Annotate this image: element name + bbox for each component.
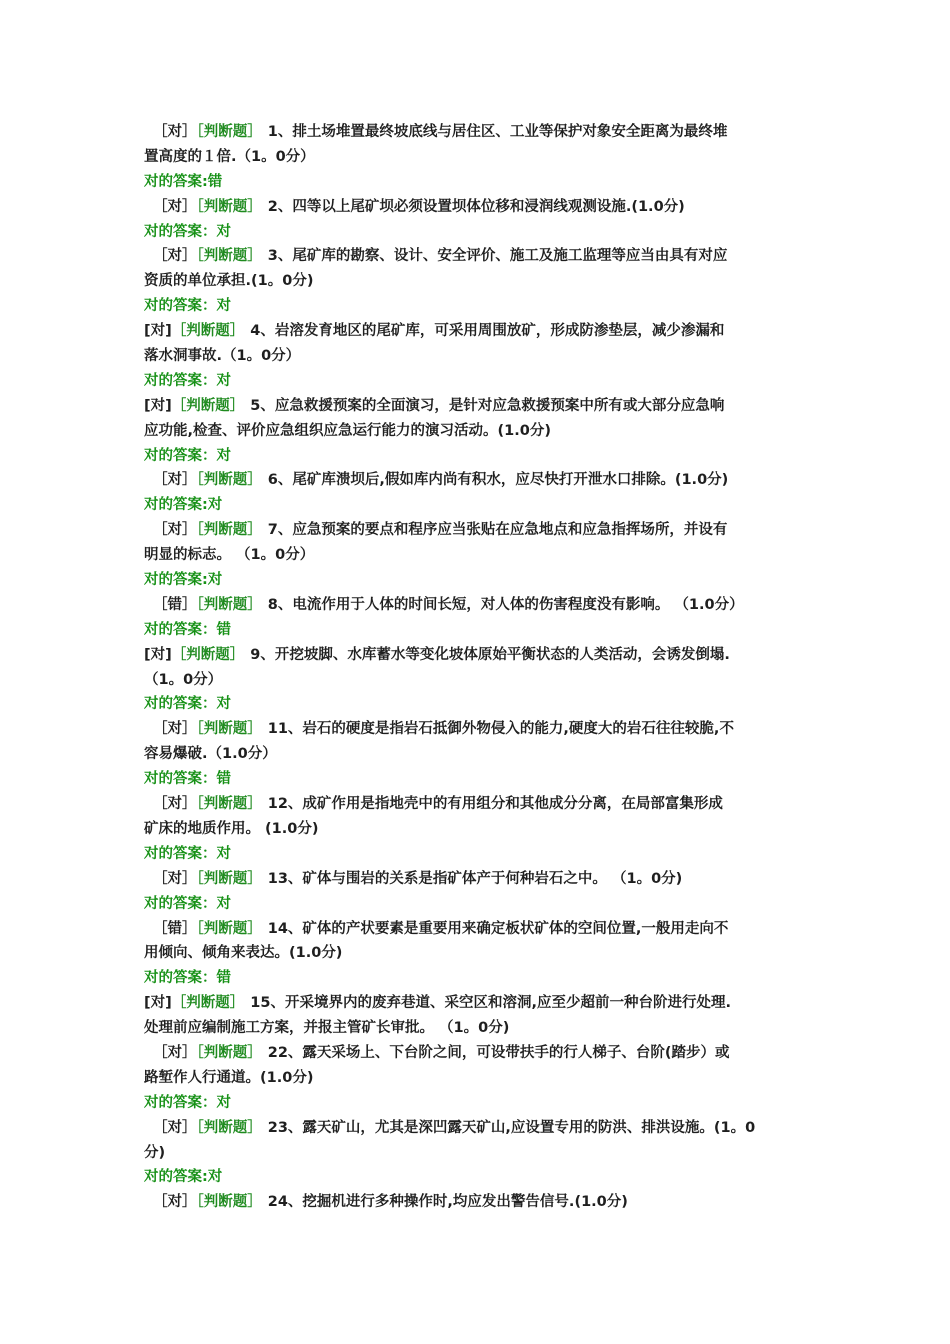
question-line [144, 518, 814, 543]
correct-answer: 对的答案：对 [144, 298, 231, 315]
question-continuation-line [144, 941, 814, 966]
question-text: 14、矿体的产状要素是重要用来确定板状矿体的空间位置,一般用走向不 [267, 920, 729, 937]
correct-answer: 对的答案：错 [144, 621, 231, 638]
question-continuation-line [144, 344, 814, 369]
question-item [144, 1116, 814, 1191]
question-type-label: ［判断题］ [196, 796, 262, 813]
question-line [144, 120, 814, 145]
question-item [144, 319, 814, 394]
question-item [144, 1041, 814, 1116]
result-mark: ［对］ [153, 124, 197, 140]
question-line [144, 867, 814, 892]
question-text: 23、露天矿山，尤其是深凹露天矿山,应设置专用的防洪、排洪设施。(1。0 [267, 1119, 756, 1136]
question-type-label: ［判断题］ [196, 248, 262, 265]
result-mark: ［对］ [153, 1044, 197, 1061]
result-mark: ［对］ [153, 796, 197, 813]
correct-answer: 对的答案：对 [144, 372, 231, 389]
question-text: 应功能,检查、评价应急组织应急运行能力的演习活动。(1.0分) [144, 422, 551, 439]
question-item [144, 195, 814, 245]
question-type-label: ［判断题］ [196, 721, 262, 738]
result-mark: [对] [144, 995, 172, 1012]
question-line [144, 643, 814, 668]
result-mark: [对] [144, 646, 172, 663]
question-item [144, 717, 814, 792]
question-type-label: ［判断题］ [196, 124, 262, 140]
correct-answer: 对的答案：对 [144, 895, 231, 912]
question-type-label: ［判断题］ [196, 1194, 262, 1211]
question-type-label: ［判断题］ [171, 397, 245, 414]
question-continuation-line [144, 419, 814, 444]
question-item [144, 991, 814, 1041]
question-type-label: ［判断题］ [196, 198, 262, 215]
correct-answer: 对的答案:对 [144, 497, 223, 514]
result-mark: ［对］ [153, 248, 197, 265]
question-text: 22、露天采场上、下台阶之间，可设带扶手的行人梯子、台阶(踏步）或 [267, 1044, 730, 1061]
question-text: 11、岩石的硬度是指岩石抵御外物侵入的能力,硬度大的岩石往往较脆,不 [267, 721, 734, 738]
question-line [144, 319, 814, 344]
question-line [144, 717, 814, 742]
question-text: 24、挖掘机进行多种操作时,均应发出警告信号.(1.0分) [267, 1194, 628, 1211]
question-text: 1、排土场堆置最终坡底线与居住区、工业等保护对象安全距离为最终堆 [267, 124, 728, 140]
question-type-label: ［判断题］ [196, 472, 262, 489]
question-text: 路堑作人行通道。(1.0分) [144, 1069, 314, 1086]
question-continuation-line [144, 1141, 814, 1166]
correct-answer: 对的答案:错 [144, 173, 223, 190]
result-mark: ［对］ [153, 721, 197, 738]
question-list [144, 120, 814, 1215]
question-line [144, 1190, 814, 1215]
correct-answer: 对的答案:对 [144, 572, 223, 589]
correct-answer: 对的答案：错 [144, 771, 231, 788]
result-mark: ［对］ [153, 198, 197, 215]
question-line [144, 394, 814, 419]
question-continuation-line [144, 1066, 814, 1091]
question-type-label: ［判断题］ [196, 522, 262, 539]
question-item [144, 244, 814, 319]
question-text: 矿床的地质作用。 (1.0分) [144, 820, 319, 837]
question-text: 12、成矿作用是指地壳中的有用组分和其他成分分离，在局部富集形成 [267, 796, 723, 813]
question-continuation-line [144, 668, 814, 693]
question-item [144, 468, 814, 518]
question-text: 落水洞事故.（1。0分） [144, 348, 301, 365]
question-item [144, 867, 814, 917]
question-type-label: ［判断题］ [196, 1044, 262, 1061]
question-text: （1。0分） [144, 671, 223, 688]
question-type-label: ［判断题］ [196, 1119, 262, 1136]
question-line [144, 1041, 814, 1066]
question-item [144, 1190, 814, 1215]
question-line [144, 1116, 814, 1141]
result-mark: ［错］ [153, 920, 197, 937]
question-item [144, 643, 814, 718]
question-item [144, 917, 814, 992]
question-type-label: ［判断题］ [171, 995, 245, 1012]
result-mark: ［对］ [153, 1194, 197, 1211]
question-type-label: ［判断题］ [196, 596, 262, 613]
question-text: 4、岩溶发育地区的尾矿库，可采用周围放矿，形成防渗垫层，减少渗漏和 [250, 323, 725, 340]
question-item [144, 792, 814, 867]
result-mark: ［对］ [153, 472, 197, 489]
question-continuation-line [144, 145, 814, 170]
correct-answer: 对的答案：对 [144, 223, 231, 240]
question-line [144, 792, 814, 817]
question-continuation-line [144, 817, 814, 842]
question-continuation-line [144, 269, 814, 294]
result-mark: [对] [144, 397, 172, 414]
question-line [144, 244, 814, 269]
result-mark: [对] [144, 323, 172, 340]
question-continuation-line [144, 742, 814, 767]
question-text: 置高度的１倍.（1。0分） [144, 148, 315, 165]
question-continuation-line [144, 543, 814, 568]
result-mark: ［对］ [153, 1119, 197, 1136]
question-text: 7、应急预案的要点和程序应当张贴在应急地点和应急指挥场所，并设有 [267, 522, 728, 539]
question-line [144, 468, 814, 493]
question-item [144, 394, 814, 469]
question-text: 5、应急救援预案的全面演习，是针对应急救援预案中所有或大部分应急响 [250, 397, 725, 414]
question-type-label: ［判断题］ [171, 323, 245, 340]
correct-answer: 对的答案：对 [144, 696, 231, 713]
question-text: 处理前应编制施工方案，并报主管矿长审批。 （1。0分) [144, 1020, 510, 1037]
correct-answer: 对的答案：对 [144, 845, 231, 862]
question-text: 3、尾矿库的勘察、设计、安全评价、施工及施工监理等应当由具有对应 [267, 248, 728, 265]
question-text: 13、矿体与围岩的关系是指矿体产于何种岩石之中。 （1。0分) [267, 870, 683, 887]
question-line [144, 917, 814, 942]
question-type-label: ［判断题］ [171, 646, 245, 663]
result-mark: ［对］ [153, 870, 197, 887]
question-text: 容易爆破.（1.0分） [144, 746, 277, 763]
question-line [144, 195, 814, 220]
question-text: 2、四等以上尾矿坝必须设置坝体位移和浸润线观测设施.(1.0分) [267, 198, 685, 215]
correct-answer: 对的答案:对 [144, 1169, 223, 1186]
question-item [144, 120, 814, 195]
question-text: 资质的单位承担.(1。0分) [144, 273, 314, 290]
question-item [144, 593, 814, 643]
question-line [144, 593, 814, 618]
question-line [144, 991, 814, 1016]
question-item [144, 518, 814, 593]
question-text: 6、尾矿库溃坝后,假如库内尚有积水，应尽快打开泄水口排除。(1.0分) [267, 472, 729, 489]
question-text: 明显的标志。 （1。0分） [144, 547, 315, 564]
question-text: 15、开采境界内的废弃巷道、采空区和溶洞,应至少超前一种台阶进行处理. [250, 995, 731, 1012]
correct-answer: 对的答案：错 [144, 970, 231, 987]
question-type-label: ［判断题］ [196, 870, 262, 887]
result-mark: ［对］ [153, 522, 197, 539]
question-type-label: ［判断题］ [196, 920, 262, 937]
question-continuation-line [144, 1016, 814, 1041]
question-text: 8、电流作用于人体的时间长短，对人体的伤害程度没有影响。 （1.0分） [267, 596, 744, 613]
result-mark: ［错］ [153, 596, 197, 613]
question-text: 用倾向、倾角来表达。(1.0分) [144, 945, 343, 962]
question-text: 9、开挖坡脚、水库蓄水等变化坡体原始平衡状态的人类活动，会诱发倒塌. [250, 646, 730, 663]
question-text: 分) [144, 1144, 166, 1161]
correct-answer: 对的答案：对 [144, 1094, 231, 1111]
correct-answer: 对的答案：对 [144, 447, 231, 464]
